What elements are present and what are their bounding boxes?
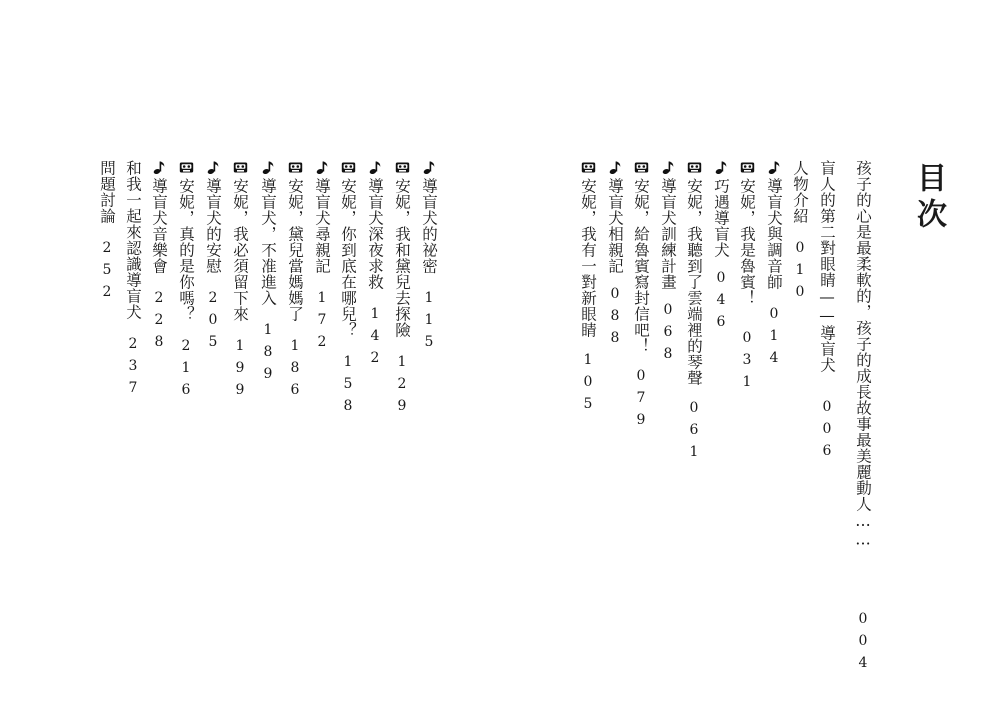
toc-entry[interactable]	[364, 160, 386, 372]
toc-entry-title: 導盲犬相親記	[606, 178, 624, 274]
leader-space	[800, 224, 801, 240]
leader-space	[863, 549, 864, 611]
toc-entry-page: 142	[367, 306, 383, 372]
leader-space	[240, 322, 241, 338]
toc-entry-title: 導盲犬的安慰	[204, 178, 222, 274]
toc-entry-title: 導盲犬深夜求救	[366, 178, 384, 290]
music-note-icon	[422, 160, 437, 175]
music-note-icon	[315, 160, 330, 175]
leader-space	[322, 274, 323, 290]
leader-space	[641, 354, 642, 368]
toc-entry[interactable]	[229, 160, 251, 404]
toc-entry-page: 004	[855, 611, 871, 677]
toc-entry-title: 盲人的第二對眼睛——導盲犬	[818, 160, 836, 373]
music-note-icon	[206, 160, 221, 175]
toc-entry-title: 安妮，給魯賓寫封信吧！	[632, 178, 650, 354]
cassette-icon	[740, 160, 755, 175]
toc-entry-page: 216	[178, 338, 194, 404]
toc-entry-page: 199	[232, 338, 248, 404]
toc-entry-page: 010	[792, 240, 808, 306]
leader-space	[694, 386, 695, 400]
toc-entry-page: 068	[660, 302, 676, 368]
toc-entry-title: 安妮，我是魯賓！	[738, 178, 756, 306]
toc-entry[interactable]	[630, 160, 652, 434]
leader-space	[588, 338, 589, 352]
cassette-icon	[288, 160, 303, 175]
music-note-icon	[261, 160, 276, 175]
leader-space	[827, 373, 828, 399]
toc-entry-title: 人物介紹	[791, 160, 809, 224]
toc-entry-title: 問題討論	[98, 160, 116, 224]
toc-entry[interactable]	[577, 160, 599, 418]
toc-entry[interactable]	[148, 160, 170, 356]
toc-entry[interactable]	[96, 160, 118, 306]
toc-entry[interactable]	[816, 160, 838, 465]
toc-entry-title: 導盲犬與調音師	[765, 178, 783, 290]
toc-entry[interactable]	[202, 160, 224, 356]
toc-entry[interactable]	[337, 160, 359, 420]
toc-title: 目次	[911, 162, 946, 234]
leader-space	[615, 274, 616, 286]
leader-space	[268, 306, 269, 322]
toc-entry[interactable]	[122, 160, 144, 402]
toc-entry-page: 088	[607, 286, 623, 352]
toc-entry-page: 115	[421, 290, 437, 356]
toc-entry-title: 導盲犬音樂會	[150, 178, 168, 274]
leader-space	[213, 274, 214, 290]
toc-entry-page: 186	[287, 338, 303, 404]
toc-entry[interactable]	[175, 160, 197, 404]
cassette-icon	[233, 160, 248, 175]
toc-entry[interactable]	[789, 160, 811, 306]
leader-space	[747, 306, 748, 330]
toc-entry-page: 014	[766, 306, 782, 372]
toc-entry-title: 導盲犬訓練計畫	[659, 178, 677, 290]
toc-entry[interactable]	[604, 160, 626, 352]
music-note-icon	[368, 160, 383, 175]
toc-entry[interactable]	[257, 160, 279, 388]
leader-space	[429, 274, 430, 290]
toc-entry-page: 105	[580, 352, 596, 418]
cassette-icon	[395, 160, 410, 175]
toc-entry-page: 189	[260, 322, 276, 388]
toc-entry[interactable]	[418, 160, 440, 356]
cassette-icon	[687, 160, 702, 175]
leader-space	[774, 290, 775, 306]
cassette-icon	[341, 160, 356, 175]
toc-entry[interactable]	[657, 160, 679, 368]
toc-entry-page: 006	[819, 399, 835, 465]
toc-entry[interactable]	[852, 160, 874, 677]
toc-entry-page: 237	[125, 336, 141, 402]
toc-entry[interactable]	[284, 160, 306, 404]
cassette-icon	[179, 160, 194, 175]
toc-entry-title: 導盲犬尋親記	[313, 178, 331, 274]
toc-entry-page: 031	[739, 330, 755, 396]
leader-space	[159, 274, 160, 290]
toc-entry-page: 046	[713, 270, 729, 336]
toc-entry-page: 158	[340, 354, 356, 420]
leader-space	[107, 224, 108, 240]
toc-entry-page: 252	[99, 240, 115, 306]
music-note-icon	[152, 160, 167, 175]
toc-entry-title: 孩子的心是最柔軟的，孩子的成長故事最美麗動人……	[854, 160, 872, 549]
toc-entry[interactable]	[736, 160, 758, 396]
toc-entry[interactable]	[391, 160, 413, 420]
toc-entry-title: 安妮，我有一對新眼睛	[579, 178, 597, 338]
toc-entry[interactable]	[710, 160, 732, 336]
toc-entry-title: 安妮，我和黛兒去探險	[393, 178, 411, 338]
music-note-icon	[608, 160, 623, 175]
leader-space	[186, 322, 187, 338]
toc-entry-title: 安妮，黛兒當媽媽了	[286, 178, 304, 322]
music-note-icon	[767, 160, 782, 175]
toc-entry[interactable]	[683, 160, 705, 466]
leader-space	[348, 338, 349, 354]
toc-entry-title: 巧遇導盲犬	[712, 178, 730, 258]
toc-entry-title: 導盲犬的祕密	[420, 178, 438, 274]
toc-entry-title: 安妮，我必須留下來	[231, 178, 249, 322]
leader-space	[295, 322, 296, 338]
music-note-icon	[661, 160, 676, 175]
toc-entry-title: 安妮，我聽到了雲端裡的琴聲	[685, 178, 703, 386]
music-note-icon	[714, 160, 729, 175]
leader-space	[721, 258, 722, 270]
leader-space	[375, 290, 376, 306]
toc-entry[interactable]	[763, 160, 785, 372]
toc-entry-page: 228	[151, 290, 167, 356]
toc-entry-title: 安妮，你到底在哪兒？	[339, 178, 357, 338]
cassette-icon	[581, 160, 596, 175]
toc-entry-page: 205	[205, 290, 221, 356]
toc-entry-title: 和我一起來認識導盲犬	[124, 160, 142, 320]
toc-entry-page: 172	[314, 290, 330, 356]
leader-space	[133, 320, 134, 336]
toc-entry-title: 導盲犬，不准進入	[259, 178, 277, 306]
cassette-icon	[634, 160, 649, 175]
toc-entry[interactable]	[311, 160, 333, 356]
toc-entry-page: 129	[394, 354, 410, 420]
toc-entry-title: 安妮，真的是你嗎？	[177, 178, 195, 322]
toc-entry-page: 061	[686, 400, 702, 466]
leader-space	[668, 290, 669, 302]
leader-space	[402, 338, 403, 354]
toc-entry-page: 079	[633, 368, 649, 434]
